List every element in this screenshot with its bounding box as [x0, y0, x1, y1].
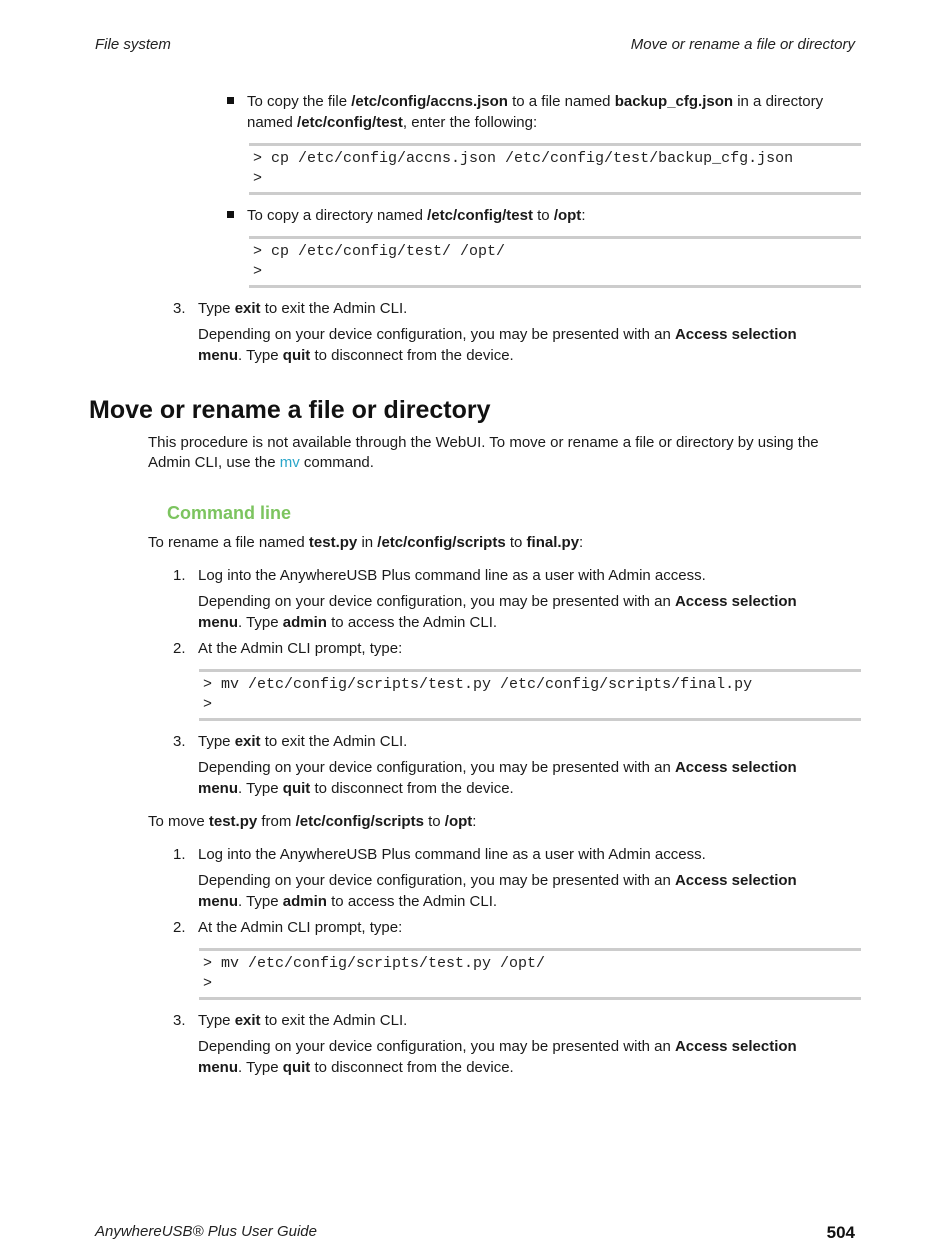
step-text: Type exit to exit the Admin CLI.: [198, 300, 408, 317]
running-header-left: File system: [95, 36, 171, 53]
mv-command-link[interactable]: mv: [279, 454, 300, 471]
code-line: >: [253, 263, 263, 280]
move-lead: To move test.py from /etc/config/scripts to /opt:: [148, 813, 477, 830]
step-number: 3.: [173, 300, 186, 317]
step-note-line1: Depending on your device configuration, you may be presented with an Access selection: [198, 1038, 797, 1055]
step-number: 1.: [173, 567, 186, 584]
step-text: Type exit to exit the Admin CLI.: [198, 733, 408, 750]
step-number: 1.: [173, 846, 186, 863]
code-block-move: [199, 948, 861, 1000]
section-intro-line2: Admin CLI, use the mv command.: [148, 454, 374, 471]
section-intro-line1: This procedure is not available through the WebUI. To move or rename a file or directory by using the: [148, 434, 819, 451]
code-line: >: [203, 975, 213, 992]
step-note-line2: menu. Type admin to access the Admin CLI.: [198, 614, 498, 631]
footer-guide-title: AnywhereUSB® Plus User Guide: [95, 1223, 317, 1240]
code-block-rename: [199, 669, 861, 721]
code-line: > mv /etc/config/scripts/test.py /etc/config/scripts/final.py: [203, 676, 753, 693]
section-title: Move or rename a file or directory: [89, 396, 491, 424]
code-line: > cp /etc/config/test/ /opt/: [253, 243, 506, 260]
rename-lead: To rename a file named test.py in /etc/config/scripts to final.py:: [148, 534, 584, 551]
bullet1-line2: named /etc/config/test, enter the following:: [247, 114, 538, 131]
code-line: > mv /etc/config/scripts/test.py /opt/: [203, 955, 546, 972]
step-number: 2.: [173, 640, 186, 657]
bullet1-line1: To copy the file /etc/config/accns.json to a file named backup_cfg.json in a directory: [247, 93, 824, 110]
code-line: > cp /etc/config/accns.json /etc/config/test/backup_cfg.json: [253, 150, 794, 167]
step-number: 3.: [173, 1012, 186, 1029]
step-note-line2: menu. Type quit to disconnect from the device.: [198, 347, 514, 364]
step-note-line2: menu. Type quit to disconnect from the device.: [198, 1059, 514, 1076]
code-line: >: [253, 170, 263, 187]
step-text: Type exit to exit the Admin CLI.: [198, 1012, 408, 1029]
step-text: Log into the AnywhereUSB Plus command line as a user with Admin access.: [198, 567, 706, 584]
bullet-marker: [227, 211, 234, 218]
code-block-copy-dir: [249, 236, 861, 288]
subsection-title: Command line: [167, 503, 292, 523]
step-text: At the Admin CLI prompt, type:: [198, 919, 403, 936]
step-note-line1: Depending on your device configuration, you may be presented with an Access selection: [198, 872, 797, 889]
code-block-copy-file: [249, 143, 861, 195]
step-text: Log into the AnywhereUSB Plus command line as a user with Admin access.: [198, 846, 706, 863]
code-line: >: [203, 696, 213, 713]
step-note-line1: Depending on your device configuration, you may be presented with an Access selection: [198, 326, 797, 343]
bullet-marker: [227, 97, 234, 104]
page-number: 504: [826, 1223, 855, 1242]
bullet2-line: To copy a directory named /etc/config/test to /opt:: [247, 207, 586, 224]
step-note-line1: Depending on your device configuration, you may be presented with an Access selection: [198, 593, 797, 610]
step-number: 2.: [173, 919, 186, 936]
step-note-line1: Depending on your device configuration, you may be presented with an Access selection: [198, 759, 797, 776]
running-header-right: Move or rename a file or directory: [630, 36, 855, 53]
step-note-line2: menu. Type admin to access the Admin CLI.: [198, 893, 498, 910]
step-number: 3.: [173, 733, 186, 750]
step-text: At the Admin CLI prompt, type:: [198, 640, 403, 657]
step-note-line2: menu. Type quit to disconnect from the device.: [198, 780, 514, 797]
